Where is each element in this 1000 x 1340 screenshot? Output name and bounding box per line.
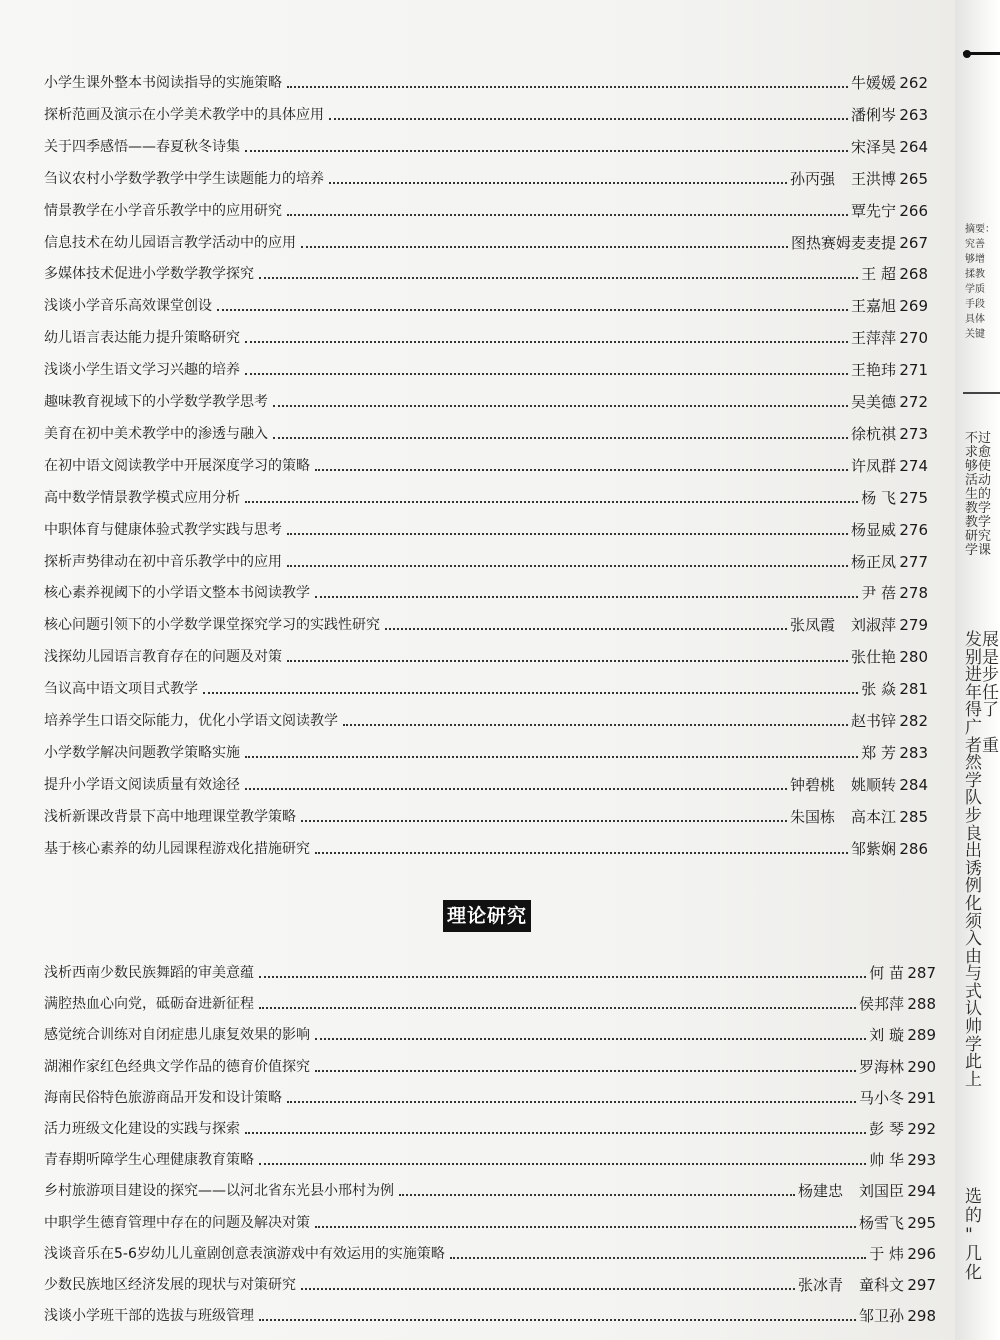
entry-title: 培养学生口语交际能力，优化小学语文阅读教学: [44, 713, 338, 729]
entry-author: 图热赛姆麦麦提: [790, 233, 896, 252]
toc-entry: [44, 1295, 936, 1325]
entry-title: 探析声势律动在初中音乐教学中的应用: [44, 553, 282, 570]
entry-page-number: 268: [899, 265, 928, 284]
toc-entry: [44, 983, 936, 1013]
entry-authors: [851, 74, 896, 92]
entry-author: 张 焱: [861, 680, 896, 699]
dot-leader: [315, 469, 848, 471]
entry-authors: [798, 1276, 904, 1294]
entry-author: 何 苗: [869, 964, 904, 982]
entry-title: 浅探幼儿园语言教育存在的问题及对策: [44, 649, 282, 666]
dot-leader: [287, 214, 848, 216]
dot-leader: [301, 1288, 795, 1290]
entry-title: 探析范画及演示在小学美术教学中的具体应用: [44, 106, 324, 123]
entry-author: 赵书锌: [850, 712, 896, 730]
entry-title: 浅析新课改背景下高中地理课堂教学策略: [44, 808, 296, 825]
entry-title: 多媒体技术促进小学数学教学探究: [44, 266, 254, 283]
dot-leader: [315, 852, 848, 854]
dot-leader: [245, 788, 787, 790]
toc-entry: [44, 1077, 936, 1107]
entry-page-number: 287: [907, 964, 936, 982]
entry-title: 情景教学在小学音乐教学中的应用研究: [44, 202, 282, 219]
entry-authors: [851, 840, 896, 858]
toc-entry: [44, 445, 928, 475]
dot-leader: [287, 533, 848, 535]
entry-title: 浅谈小学音乐高效课堂创设: [44, 298, 212, 315]
entry-authors: [851, 361, 896, 379]
toc-entry: [44, 158, 928, 188]
dot-leader: [450, 1257, 866, 1259]
entry-author: 覃先宁: [850, 201, 896, 220]
entry-title: 满腔热血心向党，砥砺奋进新征程: [44, 996, 254, 1013]
dot-leader: [315, 596, 858, 598]
entry-page-number: 267: [899, 233, 928, 252]
dot-leader: [315, 1038, 866, 1040]
entry-page-number: 292: [907, 1120, 936, 1138]
entry-title: 核心问题引领下的小学数学课堂探究学习的实践性研究: [44, 617, 380, 634]
dot-leader: [301, 246, 788, 248]
dot-leader: [259, 1163, 866, 1165]
entry-page-number: 266: [899, 201, 928, 220]
entry-author: 刘 璇: [869, 1026, 904, 1045]
toc-entry: [44, 349, 928, 379]
toc-entry: [44, 317, 928, 347]
entry-page-number: 284: [899, 775, 928, 794]
dot-leader: [259, 1007, 856, 1009]
entry-page-number: 265: [899, 169, 928, 188]
entry-page-number: 278: [899, 584, 928, 603]
entry-authors: [790, 170, 896, 188]
entry-author: 马小冬: [858, 1088, 904, 1107]
entry-title: 幼儿语言表达能力提升策略研究: [44, 330, 240, 347]
entry-title: 关于四季感悟——春夏秋冬诗集: [44, 138, 240, 155]
entry-page-number: 273: [899, 424, 928, 443]
entry-page-number: 286: [899, 839, 928, 858]
entry-author: 许凤群: [850, 456, 896, 475]
toc-entry: [44, 604, 928, 634]
entry-page-number: 295: [907, 1213, 936, 1232]
entry-authors: [859, 1307, 904, 1325]
entry-authors: [861, 489, 896, 507]
dot-leader: [315, 1226, 856, 1228]
entry-authors: [790, 616, 896, 634]
dot-leader: [301, 820, 787, 822]
dot-leader: [203, 692, 858, 694]
bleed-divider: [963, 392, 1000, 394]
entry-author: 帅 华: [869, 1151, 904, 1170]
entry-author: 杨建忠: [797, 1182, 843, 1201]
dot-leader: [287, 565, 848, 567]
entry-author: 刘淑萍: [850, 616, 896, 635]
toc-entry: [44, 668, 928, 698]
dot-leader: [287, 1101, 856, 1103]
entry-author: 王 超: [861, 265, 896, 284]
entry-author: 宋泽昊: [850, 137, 896, 156]
entry-authors: [851, 297, 896, 315]
entry-title: 浅谈小学生语文学习兴趣的培养: [44, 362, 240, 379]
entry-authors: [861, 744, 896, 762]
entry-author: 徐杭祺: [850, 424, 896, 443]
entry-authors: [851, 329, 896, 347]
entry-title: 中职学生德育管理中存在的问题及解决对策: [44, 1214, 310, 1231]
entry-authors: [861, 584, 896, 602]
entry-title: 在初中语文阅读教学中开展深度学习的策略: [44, 457, 310, 474]
entry-author: 张冰青: [797, 1276, 843, 1294]
section-heading: 理论研究: [443, 900, 531, 932]
dot-leader: [329, 118, 848, 120]
entry-page-number: 282: [899, 712, 928, 730]
dot-leader: [217, 309, 848, 311]
entry-title: 浅谈音乐在5-6岁幼儿儿童剧创意表演游戏中有效运用的实施策略: [44, 1245, 445, 1262]
toc-entry: [44, 1233, 936, 1263]
entry-title: 核心素养视阈下的小学语文整本书阅读教学: [44, 585, 310, 602]
toc-entry: [44, 636, 928, 666]
entry-title: 刍议农村小学数学教学中学生读题能力的培养: [44, 170, 324, 187]
bleed-text-c: 选 的 " 几 化: [965, 1187, 982, 1283]
entry-author: 杨雪飞: [858, 1213, 904, 1232]
entry-author: 杨 飞: [861, 488, 896, 507]
toc-entry: [44, 413, 928, 443]
entry-page-number: 269: [899, 297, 928, 316]
toc-entry: [44, 222, 928, 252]
entry-authors: [859, 995, 904, 1013]
entry-page-number: 291: [907, 1088, 936, 1107]
toc-entry: [44, 796, 928, 826]
entry-authors: [851, 393, 896, 411]
entry-title: 湖湘作家红色经典文学作品的德育价值探究: [44, 1058, 310, 1075]
entry-page-number: 298: [907, 1307, 936, 1326]
dot-leader: [287, 86, 848, 88]
dot-leader: [315, 1070, 856, 1072]
entry-title: 浅谈小学班干部的选拔与班级管理: [44, 1308, 254, 1325]
toc-entry: [44, 572, 928, 602]
toc-entry: [44, 541, 928, 571]
entry-author: 杨显威: [850, 520, 896, 539]
entry-authors: [869, 1120, 904, 1138]
dot-leader: [273, 405, 848, 407]
entry-author: 朱国栋: [789, 807, 835, 826]
entry-page-number: 293: [907, 1151, 936, 1170]
entry-author: 张仕艳: [850, 648, 896, 667]
toc-entry: [44, 828, 928, 858]
entry-page-number: 294: [907, 1182, 936, 1201]
entry-page-number: 283: [899, 743, 928, 762]
dot-leader: [259, 1319, 856, 1321]
toc-entry: [44, 285, 928, 315]
dot-leader: [385, 628, 787, 630]
dot-leader: [245, 341, 848, 343]
entry-page-number: 285: [899, 807, 928, 826]
entry-title: 趣味教育视域下的小学数学教学思考: [44, 394, 268, 410]
entry-page-number: 274: [899, 456, 928, 475]
entry-authors: [851, 202, 896, 220]
entry-authors: [859, 1214, 904, 1232]
entry-author: 牛媛媛: [850, 74, 896, 92]
entry-author: 钟碧桃: [789, 775, 835, 794]
entry-authors: [790, 776, 896, 794]
entry-authors: [869, 1026, 904, 1044]
entry-author: 罗海林: [858, 1057, 904, 1076]
entry-authors: [851, 425, 896, 443]
entry-title: 基于核心素养的幼儿园课程游戏化措施研究: [44, 840, 310, 857]
entry-author: 高本江: [850, 807, 896, 826]
toc-entry: [44, 190, 928, 220]
dot-leader: [245, 373, 848, 375]
entry-authors: [851, 106, 896, 124]
entry-authors: [791, 234, 896, 252]
entry-title: 少数民族地区经济发展的现状与对策研究: [44, 1277, 296, 1293]
toc-entry: [44, 94, 928, 124]
entry-title: 中职体育与健康体验式教学实践与思考: [44, 521, 282, 538]
dot-leader: [329, 182, 787, 184]
entry-page-number: 277: [899, 552, 928, 571]
entry-page-number: 288: [907, 995, 936, 1014]
entry-authors: [861, 680, 896, 698]
entry-title: 乡村旅游项目建设的探究——以河北省东光县小邢村为例: [44, 1183, 394, 1200]
dot-leader: [259, 976, 866, 978]
toc-entry: [44, 1139, 936, 1169]
entry-author: 郑 芳: [861, 743, 896, 762]
toc-entry: [44, 126, 928, 156]
dot-leader: [287, 660, 848, 662]
entry-author: 王嘉旭: [850, 297, 896, 316]
entry-title: 小学数学解决问题教学策略实施: [44, 744, 240, 761]
toc-entry: [44, 1202, 936, 1232]
entry-title: 感觉统合训练对自闭症患儿康复效果的影响: [44, 1027, 310, 1044]
entry-title: 活力班级文化建设的实践与探索: [44, 1121, 240, 1137]
toc-entry: [44, 253, 928, 283]
toc-entry: [44, 1264, 936, 1294]
dot-leader: [343, 724, 848, 726]
bleed-text-b: 发展 别是 进步 年任 得了 广 者重 然 学 队 步 良 出 诱 例 化 须 入 由 与 式 认 帅 学 此 上: [965, 630, 999, 1090]
toc-entry: [44, 764, 928, 794]
entry-page-number: 272: [899, 393, 928, 411]
toc-entry: [44, 381, 928, 411]
entry-author: 王艳玮: [850, 361, 896, 380]
entry-page-number: 280: [899, 648, 928, 667]
entry-page-number: 262: [899, 74, 928, 92]
entry-authors: [869, 1245, 904, 1263]
toc-entry: [44, 952, 936, 982]
entry-author: 邹卫孙: [858, 1307, 904, 1326]
toc-entry: [44, 62, 928, 92]
entry-author: 潘俐岑: [850, 105, 896, 124]
entry-author: 侯邦萍: [858, 995, 904, 1014]
entry-authors: [851, 457, 896, 475]
dot-leader: [259, 277, 858, 279]
entry-authors: [851, 553, 896, 571]
entry-page-number: 264: [899, 137, 928, 156]
entry-authors: [851, 138, 896, 156]
toc-entry: [44, 1170, 936, 1200]
toc-entry: [44, 700, 928, 730]
entry-authors: [859, 1089, 904, 1107]
adjacent-page-edge: [955, 0, 1000, 1340]
entry-authors: [851, 648, 896, 666]
entry-page-number: 296: [907, 1244, 936, 1263]
dot-leader: [245, 756, 858, 758]
entry-authors: [790, 808, 896, 826]
bleed-text-abstract: 摘要： 究善 够增 揉教 学质 手段 具体 关键: [965, 224, 995, 340]
entry-author: 吴美德: [850, 393, 896, 411]
entry-title: 小学生课外整本书阅读指导的实施策略: [44, 75, 282, 91]
entry-authors: [851, 521, 896, 539]
entry-page-number: 275: [899, 488, 928, 507]
dot-leader: [245, 150, 848, 152]
entry-author: 姚顺转: [850, 775, 896, 794]
entry-title: 浅析西南少数民族舞蹈的审美意蕴: [44, 965, 254, 981]
entry-author: 孙丙强: [789, 169, 835, 188]
toc-entry: [44, 1108, 936, 1138]
entry-title: 青春期听障学生心理健康教育策略: [44, 1152, 254, 1169]
dot-leader: [245, 1132, 866, 1134]
entry-page-number: 270: [899, 329, 928, 348]
entry-authors: [859, 1058, 904, 1076]
dot-leader: [245, 501, 858, 503]
entry-page-number: 279: [899, 616, 928, 635]
toc-entry: [44, 732, 928, 762]
entry-author: 童科文: [858, 1276, 904, 1294]
toc-entry: [44, 1046, 936, 1076]
entry-page-number: 290: [907, 1057, 936, 1076]
toc-entry: [44, 1014, 936, 1044]
entry-title: 美育在初中美术教学中的渗透与融入: [44, 425, 268, 442]
entry-author: 张凤霞: [789, 616, 835, 635]
header-bullet: [963, 50, 971, 58]
entry-page-number: 297: [907, 1276, 936, 1294]
entry-authors: [869, 1151, 904, 1169]
entry-title: 刍议高中语文项目式教学: [44, 681, 198, 698]
entry-page-number: 271: [899, 361, 928, 380]
bleed-text-a: 不过 求愈 够使 活动 生的 教学 教学 研究 学课: [965, 431, 992, 558]
entry-title: 高中数学情景教学模式应用分析: [44, 489, 240, 506]
toc-entry: [44, 509, 928, 539]
entry-author: 邹紫娴: [850, 839, 896, 858]
entry-author: 尹 蓓: [861, 584, 896, 603]
toc-entry: [44, 477, 928, 507]
entry-authors: [798, 1182, 904, 1200]
entry-author: 王萍萍: [850, 329, 896, 348]
entry-title: 海南民俗特色旅游商品开发和设计策略: [44, 1089, 282, 1106]
entry-page-number: 263: [899, 105, 928, 124]
entry-page-number: 276: [899, 520, 928, 539]
entry-author: 王洪博: [850, 169, 896, 188]
entry-authors: [851, 712, 896, 730]
entry-title: 提升小学语文阅读质量有效途径: [44, 776, 240, 793]
dot-leader: [273, 437, 848, 439]
entry-page-number: 289: [907, 1026, 936, 1045]
entry-authors: [869, 964, 904, 982]
entry-authors: [861, 265, 896, 283]
entry-author: 刘国臣: [858, 1182, 904, 1201]
dot-leader: [399, 1194, 795, 1196]
entry-page-number: 281: [899, 680, 928, 699]
entry-author: 彭 琴: [869, 1120, 904, 1138]
entry-title: 信息技术在幼儿园语言教学活动中的应用: [44, 234, 296, 251]
entry-author: 杨正凤: [850, 552, 896, 571]
entry-author: 于 炜: [869, 1244, 904, 1263]
